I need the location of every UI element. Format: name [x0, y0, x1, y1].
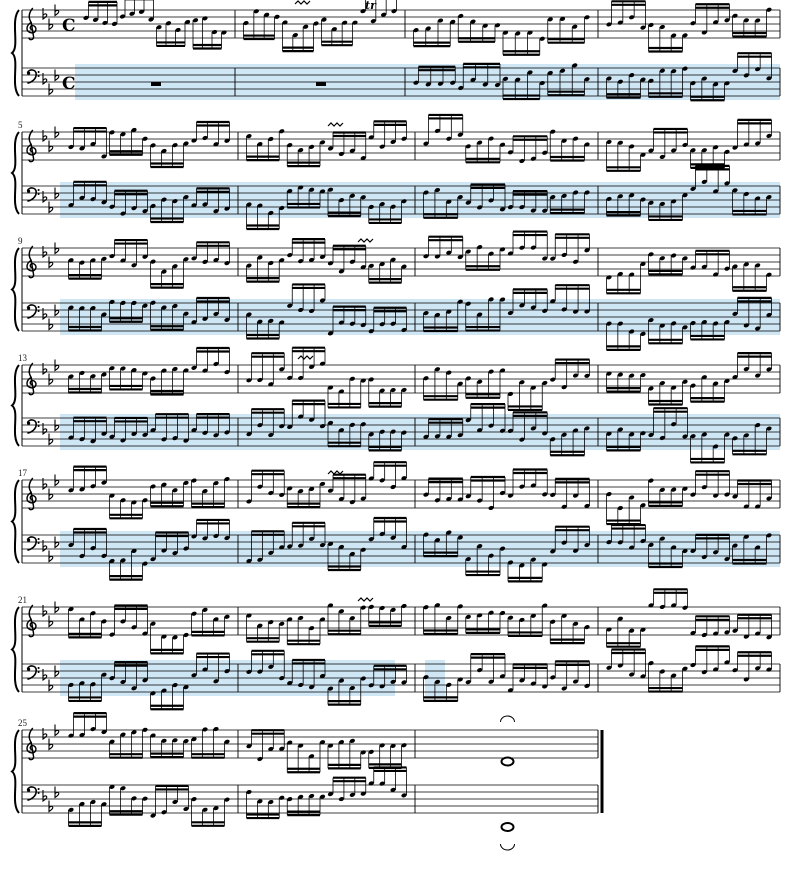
bass-clef-icon	[27, 70, 40, 83]
brace	[12, 132, 19, 214]
mordent-icon	[358, 598, 373, 601]
bass-clef-icon	[27, 188, 40, 201]
system-3	[12, 232, 780, 350]
mordent-icon	[298, 356, 313, 359]
brace	[12, 10, 19, 96]
measure-number: 21	[18, 595, 27, 605]
system-6	[12, 589, 780, 709]
measure-number: 17	[18, 468, 27, 478]
time-signature: C	[62, 74, 76, 94]
system-5	[12, 462, 780, 581]
measure-number: 25	[18, 718, 27, 728]
time-signature: C	[62, 16, 76, 36]
bass-clef-icon	[27, 787, 40, 800]
bass-clef-icon	[27, 305, 40, 318]
fermata-icon	[501, 716, 515, 722]
system-1	[12, 0, 780, 100]
bass-clef-icon	[27, 666, 40, 679]
fermata-icon	[501, 844, 515, 850]
brace	[12, 607, 19, 692]
mordent-icon	[358, 239, 373, 242]
whole-note	[502, 823, 514, 831]
whole-note	[502, 758, 514, 766]
trill-mark: tr	[365, 0, 376, 12]
mordent-icon	[328, 123, 343, 126]
system-2	[12, 115, 780, 229]
whole-rest	[316, 82, 326, 86]
whole-rest	[151, 82, 161, 86]
brace	[12, 730, 19, 813]
brace	[12, 248, 19, 331]
bass-clef-icon	[27, 537, 40, 550]
mordent-icon	[295, 1, 310, 4]
measure-number: 13	[18, 353, 27, 363]
brace	[12, 480, 19, 563]
measure-number: 5	[18, 120, 23, 130]
system-7	[12, 713, 602, 850]
brace	[12, 365, 19, 446]
bass-clef-icon	[27, 420, 40, 433]
mordent-icon	[328, 471, 343, 474]
system-4	[12, 348, 780, 463]
measure-number: 9	[18, 236, 23, 246]
